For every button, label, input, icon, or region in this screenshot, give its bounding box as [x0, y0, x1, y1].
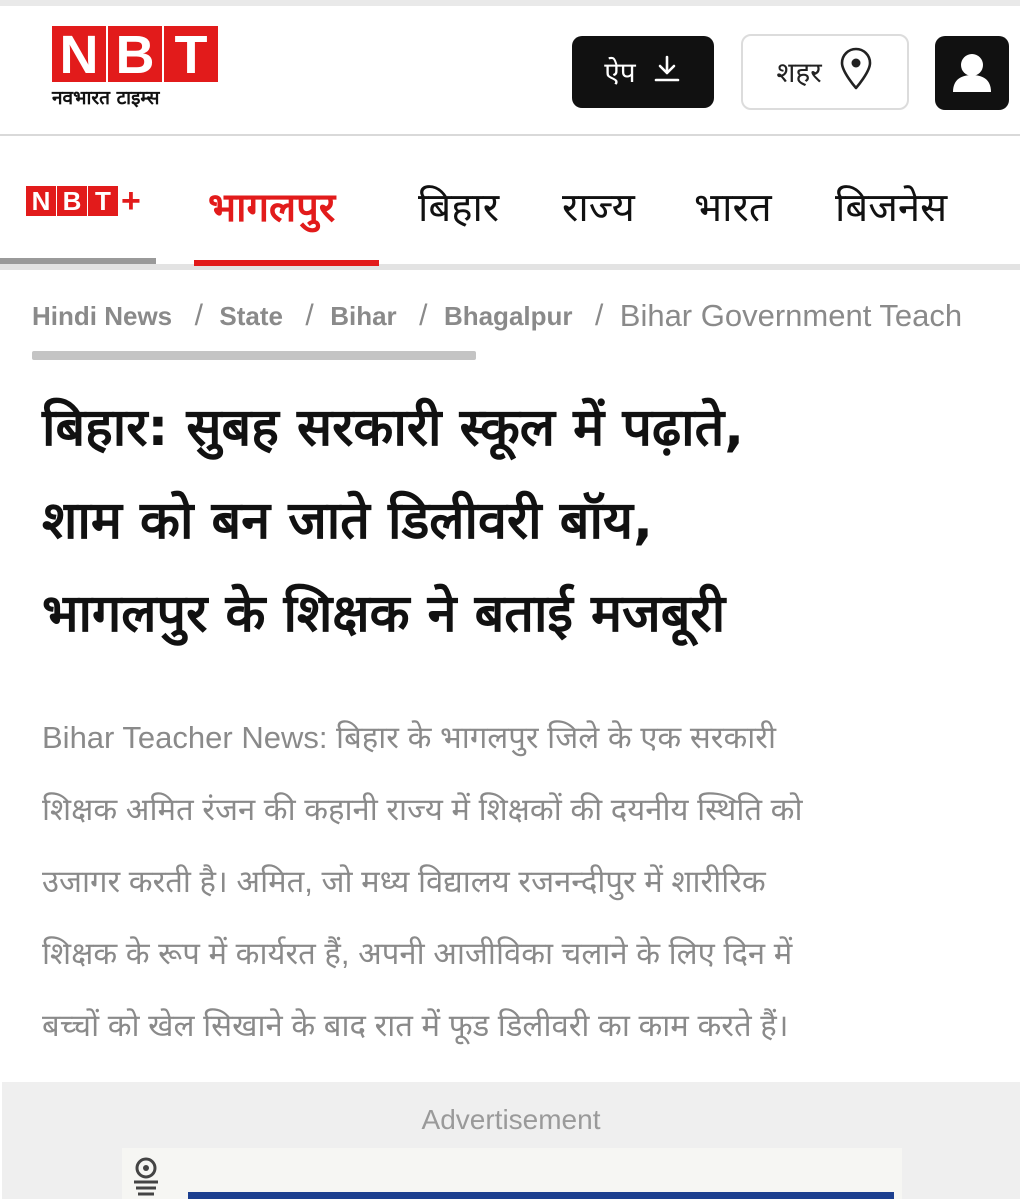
summary-line: Bihar Teacher News: बिहार के भागलपुर जिले के एक सरकारी: [42, 720, 777, 755]
download-icon: [652, 54, 682, 91]
summary-line: शिक्षक अमित रंजन की कहानी राज्य में शिक्षकों की दयनीय स्थिति को: [42, 792, 803, 827]
nbt-plus-letter: T: [88, 186, 118, 216]
nav-item-bihar[interactable]: बिहार: [418, 185, 500, 231]
breadcrumb-separator: /: [594, 299, 604, 332]
city-select-button[interactable]: [741, 34, 909, 110]
user-account-button[interactable]: [935, 36, 1009, 110]
breadcrumb-separator: /: [419, 299, 428, 332]
headline-line: भागलपुर के शिक्षक ने बताई मजबूरी: [42, 584, 726, 644]
breadcrumb-state[interactable]: State: [219, 300, 283, 331]
breadcrumb-current: Bihar Government Teach: [619, 298, 963, 333]
breadcrumb: [32, 298, 992, 338]
site-header: [0, 6, 1020, 136]
advertisement-slot: [2, 1082, 1020, 1199]
breadcrumb-separator: /: [194, 299, 203, 332]
logo-letters: [52, 25, 220, 85]
app-download-button[interactable]: [572, 36, 714, 108]
headline-line: शाम को बन जाते डिलीवरी बॉय,: [42, 491, 653, 551]
nbt-plus-link[interactable]: [26, 184, 141, 218]
nav-item-business[interactable]: बिजनेस: [835, 185, 948, 231]
location-pin-icon: [838, 47, 874, 98]
summary-line: उजागर करती है। अमित, जो मध्य विद्यालय रजनन्दीपुर में शारीरिक: [42, 864, 766, 899]
city-button-label: शहर: [776, 56, 822, 89]
nbt-plus-letter: N: [26, 186, 56, 216]
headline-line: बिहार: सुबह सरकारी स्कूल में पढ़ाते,: [42, 398, 745, 458]
summary-line: शिक्षक के रूप में कार्यरत हैं, अपनी आजीविका चलाने के लिए दिन में: [42, 936, 793, 971]
nav-active-indicator: [194, 260, 379, 266]
app-button-label: ऐप: [604, 56, 636, 89]
nbt-plus-letter: B: [57, 186, 87, 216]
breadcrumb-bhagalpur[interactable]: Bhagalpur: [443, 300, 573, 331]
ad-banner[interactable]: [122, 1148, 902, 1199]
logo-subtitle: नवभारत टाइम्स: [52, 87, 160, 109]
advertisement-label: Advertisement: [421, 1104, 601, 1135]
breadcrumb-separator: /: [305, 299, 314, 332]
logo-letter: B: [108, 26, 162, 82]
breadcrumb-bihar[interactable]: Bihar: [330, 300, 397, 331]
nav-item-bharat[interactable]: भारत: [694, 185, 772, 231]
logo-letter: T: [164, 26, 218, 82]
section-nav: [0, 138, 1020, 270]
nbt-plus-symbol: +: [121, 182, 141, 220]
article-summary: [42, 702, 972, 1062]
user-icon: [935, 95, 1009, 114]
emblem-icon: [124, 1152, 168, 1196]
nav-item-bhagalpur[interactable]: भागलपुर: [208, 185, 336, 231]
breadcrumb-scrollbar[interactable]: [32, 351, 476, 360]
nav-divider: [0, 264, 1020, 270]
nav-item-rajya[interactable]: राज्य: [562, 185, 635, 231]
breadcrumb-hindi-news[interactable]: Hindi News: [32, 300, 173, 331]
nbt-logo[interactable]: [52, 26, 220, 110]
article-headline: [42, 382, 992, 661]
logo-letter: N: [52, 26, 106, 82]
summary-line: बच्चों को खेल सिखाने के बाद रात में फूड डिलीवरी का काम करते हैं।: [42, 1008, 789, 1043]
ad-banner-strip: [188, 1192, 894, 1199]
